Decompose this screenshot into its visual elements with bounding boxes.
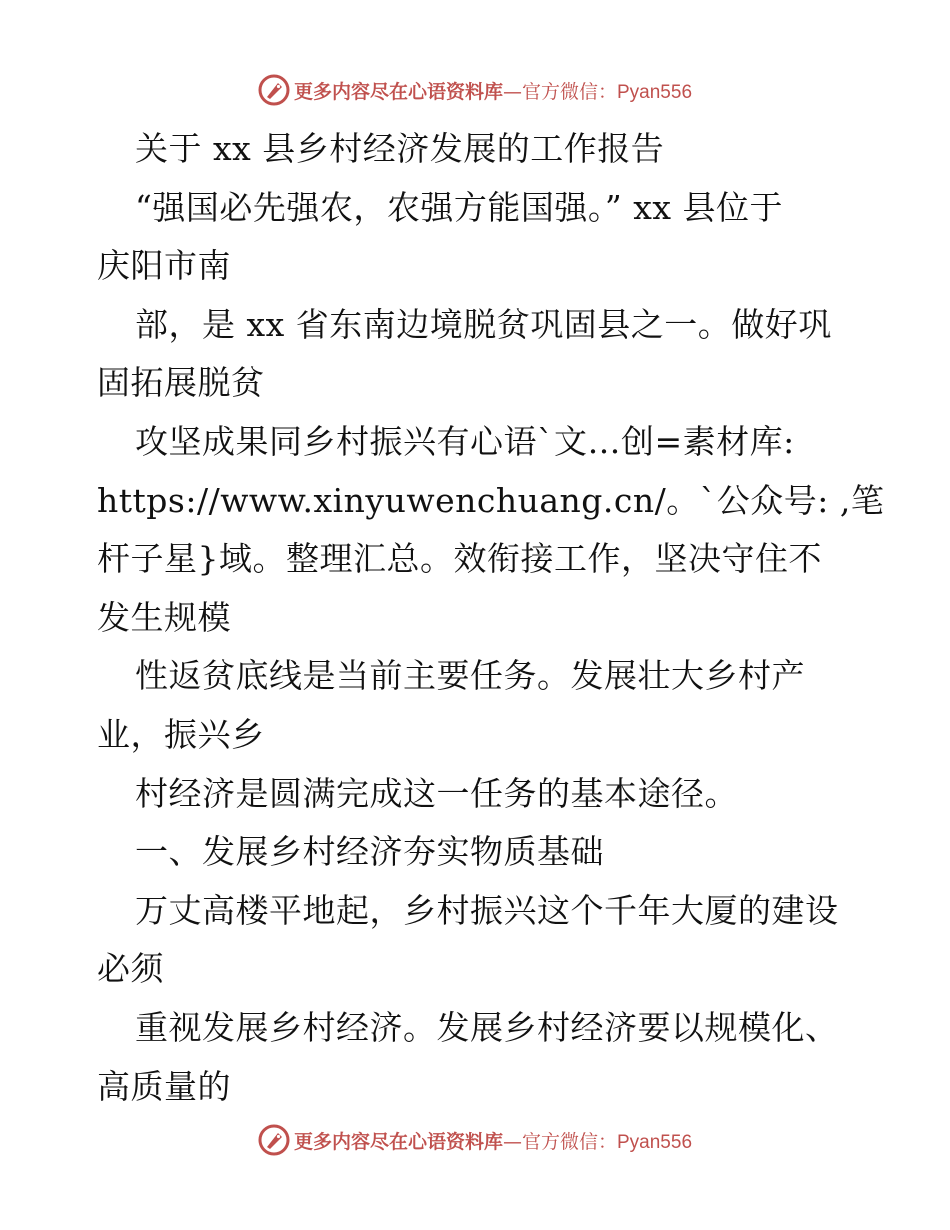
paragraph-line: 性返贫底线是当前主要任务。发展壮大乡村产 [135,656,805,696]
paragraph-line: “强国必先强农，农强方能国强。” xx 县位于 [135,187,783,227]
footer-banner-lead: 更多内容尽在心语资料库 [293,1130,503,1153]
footer-banner [0,1120,950,1160]
document-body [97,120,885,1116]
footer-banner-sep: — [502,1130,522,1153]
paragraph-line: 固拓展脱贫 [97,363,265,403]
paragraph-line: 庆阳市南 [97,246,231,286]
paragraph-line: 必须 [97,949,164,989]
header-banner-official: 官方微信： [521,80,617,103]
paragraph-line: 发生规模 [97,597,231,637]
pen-nib-logo-icon [258,74,290,106]
section-heading: 一、发展乡村经济夯实物质基础 [135,832,604,872]
paragraph-line: 万丈高楼平地起，乡村振兴这个千年大厦的建设 [135,890,839,930]
header-banner-lead: 更多内容尽在心语资料库 [293,80,503,103]
footer-banner-wechat: Pyan556 [617,1131,693,1153]
paragraph-line: 攻坚成果同乡村振兴有心语`文…创=素材库: [135,421,795,461]
header-banner-text [294,77,692,104]
document-title: 关于 xx 县乡村经济发展的工作报告 [135,129,665,168]
paragraph-line: https://www.xinyuwenchuang.cn/。`公众号: ,笔 [97,480,885,520]
footer-banner-inner [258,1124,692,1156]
pen-nib-logo-icon [258,1124,290,1156]
paragraph-line: 重视发展乡村经济。发展乡村经济要以规模化、 [135,1007,839,1047]
paragraph-line: 村经济是圆满完成这一任务的基本途径。 [135,773,738,813]
paragraph-line: 部，是 xx 省东南边境脱贫巩固县之一。做好巩 [135,304,832,344]
footer-banner-text [294,1127,692,1154]
header-banner-inner [258,74,692,106]
header-banner [0,70,950,110]
paragraph-line: 高质量的 [97,1066,231,1106]
footer-banner-official: 官方微信： [521,1130,617,1153]
paragraph-line: 杆子星}域。整理汇总。效衔接工作，坚决守住不 [97,539,822,579]
header-banner-sep: — [502,80,522,103]
header-banner-wechat: Pyan556 [617,81,693,103]
paragraph-line: 业，振兴乡 [97,714,265,754]
